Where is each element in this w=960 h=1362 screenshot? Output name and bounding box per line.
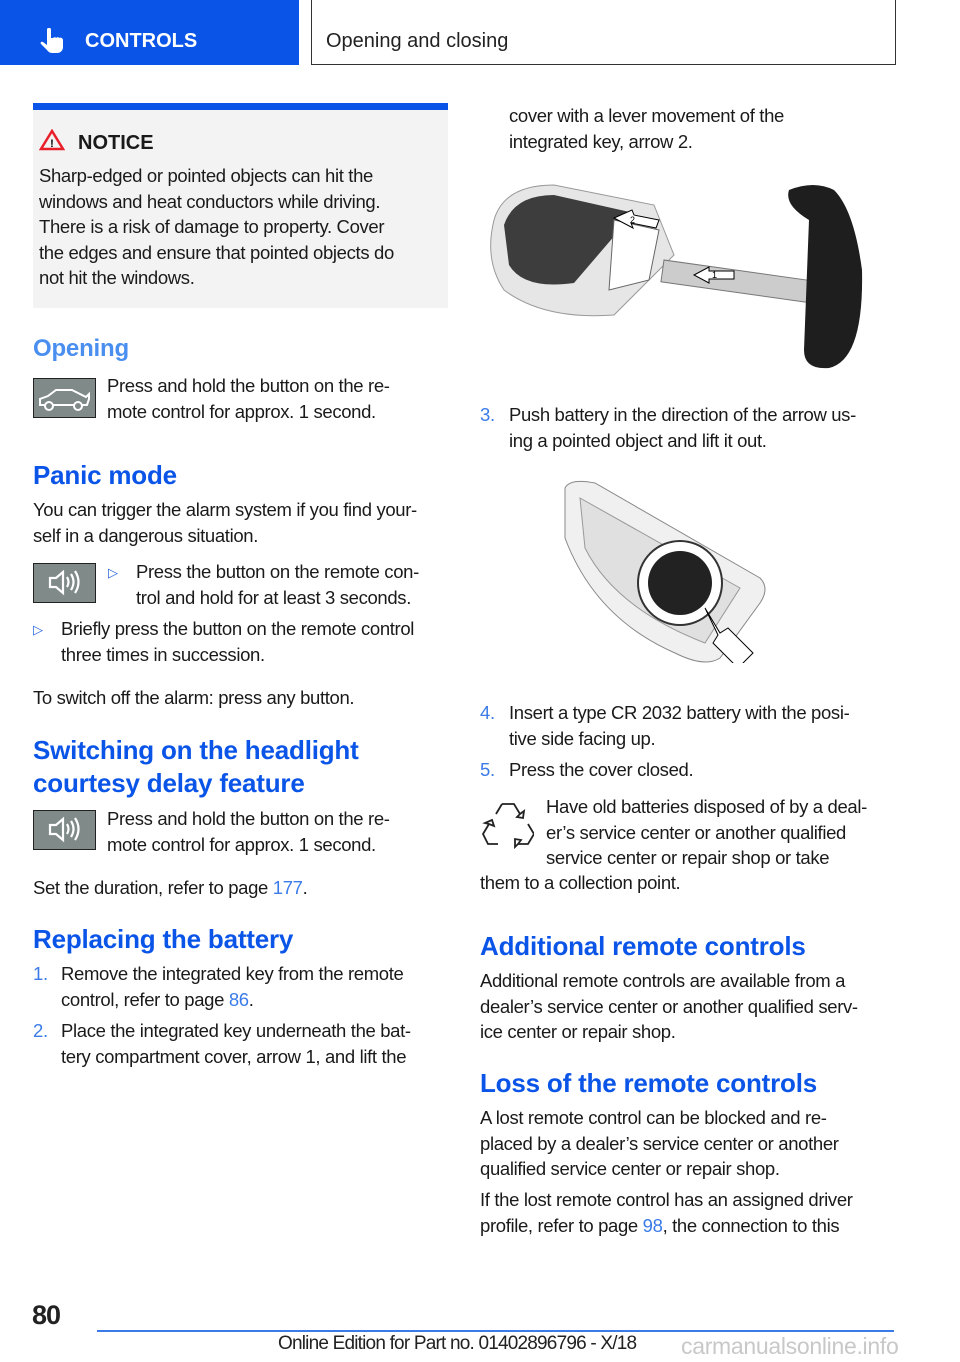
panic-bullet-1 bbox=[136, 559, 419, 610]
text-line: A lost remote control can be blocked and re- bbox=[480, 1107, 827, 1128]
loss-heading: Loss of the remote controls bbox=[480, 1068, 817, 1098]
hand-pointer-icon bbox=[40, 27, 65, 54]
text-line: ice center or repair shop. bbox=[480, 1021, 676, 1042]
text: . bbox=[248, 988, 254, 1010]
text-line: Have old batteries disposed of by a deal- bbox=[546, 796, 867, 817]
page-link-177[interactable]: 177 bbox=[272, 877, 303, 898]
step-1-text bbox=[61, 961, 403, 1012]
text-line bbox=[61, 987, 403, 1013]
recycling-icon bbox=[482, 800, 534, 850]
text-line: Push battery in the direction of the arrow us- bbox=[509, 404, 856, 425]
headlight-heading bbox=[33, 734, 359, 800]
text-line: self in a dangerous situation. bbox=[33, 524, 259, 546]
text-line: Press the button on the remote con- bbox=[136, 561, 419, 582]
text: . bbox=[302, 877, 308, 898]
bullet-triangle-icon: ▷ bbox=[108, 565, 118, 580]
heading-line: Switching on the headlight bbox=[33, 735, 359, 765]
step-2-text-b bbox=[509, 103, 784, 154]
duration-text bbox=[33, 875, 307, 901]
step-number: 1. bbox=[33, 963, 48, 984]
additional-heading: Additional remote controls bbox=[480, 931, 806, 961]
car-trunk-icon bbox=[33, 378, 96, 418]
panic-off-text: To switch off the alarm: press any button. bbox=[33, 687, 355, 708]
battery-compartment-illustration bbox=[555, 478, 775, 663]
text-line: placed by a dealer’s service center or another bbox=[480, 1132, 839, 1154]
text-line: Place the integrated key underneath the bat- bbox=[61, 1020, 411, 1041]
step-number: 4. bbox=[480, 702, 495, 723]
text-line: three times in succession. bbox=[61, 643, 265, 665]
text: profile, refer to page bbox=[480, 1214, 643, 1236]
page-link-86[interactable]: 86 bbox=[228, 988, 249, 1010]
text-line: Additional remote controls are available from a bbox=[480, 970, 846, 991]
notice-text bbox=[39, 163, 394, 291]
key-battery-cover-illustration bbox=[484, 180, 869, 375]
opening-text bbox=[107, 373, 390, 424]
step-5-text: Press the cover closed. bbox=[509, 759, 694, 780]
step-number: 3. bbox=[480, 404, 495, 425]
text-line: cover with a lever movement of the bbox=[509, 105, 784, 126]
text-line: tery compartment cover, arrow 1, and lift the bbox=[61, 1045, 407, 1067]
loss-text bbox=[480, 1105, 839, 1182]
speaker-icon bbox=[33, 810, 96, 850]
text-line: mote control for approx. 1 second. bbox=[107, 833, 376, 855]
headlight-text bbox=[107, 806, 390, 857]
speaker-icon bbox=[33, 563, 96, 603]
text-line: There is a risk of damage to property. Cover bbox=[39, 216, 385, 237]
text-line: If the lost remote control has an assigned driver bbox=[480, 1189, 853, 1210]
text-line: the edges and ensure that pointed objects do bbox=[39, 241, 394, 263]
text-line: Insert a type CR 2032 battery with the posi- bbox=[509, 702, 850, 723]
text-line: dealer’s service center or another qualified serv- bbox=[480, 995, 858, 1017]
text-line: Press and hold the button on the re- bbox=[107, 375, 390, 396]
page-number: 80 bbox=[32, 1300, 61, 1330]
panic-bullet-2 bbox=[61, 616, 414, 667]
step-number: 5. bbox=[480, 759, 495, 780]
text-line: Briefly press the button on the remote control bbox=[61, 618, 415, 639]
notice-title: NOTICE bbox=[78, 132, 154, 154]
text-line: er’s service center or another qualified bbox=[546, 821, 846, 843]
text: , the connection to this bbox=[662, 1214, 840, 1236]
arrow-label: 1 bbox=[712, 270, 718, 280]
panic-intro bbox=[33, 497, 417, 548]
text-line: not hit the windows. bbox=[39, 267, 195, 288]
text-line: windows and heat conductors while driving. bbox=[39, 190, 381, 212]
text: Set the duration, refer to page bbox=[33, 877, 273, 898]
step-number: 2. bbox=[33, 1020, 48, 1041]
page-title: Opening and closing bbox=[326, 30, 509, 52]
additional-text bbox=[480, 968, 858, 1045]
text-line: Sharp-edged or pointed objects can hit the bbox=[39, 165, 373, 186]
text-line: mote control for approx. 1 second. bbox=[107, 400, 376, 422]
text-line: qualified service center or repair shop. bbox=[480, 1158, 780, 1179]
text-line: ing a pointed object and lift it out. bbox=[509, 429, 767, 451]
text-line: service center or repair shop or take bbox=[546, 847, 830, 868]
footer-edition: Online Edition for Part no. 01402896796 - X/18 bbox=[278, 1333, 637, 1354]
recycle-text-a bbox=[546, 794, 867, 871]
text-line: You can trigger the alarm system if you find your- bbox=[33, 499, 417, 520]
text-line: integrated key, arrow 2. bbox=[509, 130, 693, 152]
heading-line: courtesy delay feature bbox=[33, 768, 305, 798]
warning-icon bbox=[39, 129, 65, 151]
text-line bbox=[480, 1213, 853, 1239]
footer-rule bbox=[97, 1330, 894, 1332]
step-4-text bbox=[509, 700, 849, 751]
battery-heading: Replacing the battery bbox=[33, 924, 294, 954]
page-link-98[interactable]: 98 bbox=[642, 1214, 663, 1236]
arrow-label: 2 bbox=[630, 215, 636, 225]
opening-heading: Opening bbox=[33, 335, 129, 362]
panic-heading: Panic mode bbox=[33, 460, 177, 490]
text-line: trol and hold for at least 3 seconds. bbox=[136, 586, 412, 608]
recycle-text-b: them to a collection point. bbox=[480, 872, 681, 893]
loss-text-2 bbox=[480, 1187, 853, 1238]
svg-text:!: ! bbox=[50, 138, 54, 150]
text-line: Remove the integrated key from the remote bbox=[61, 963, 404, 984]
text-line: tive side facing up. bbox=[509, 727, 656, 749]
text: control, refer to page bbox=[61, 988, 229, 1010]
step-3-text bbox=[509, 402, 856, 453]
step-2-text-a bbox=[61, 1018, 411, 1069]
section-title: CONTROLS bbox=[85, 30, 198, 52]
bullet-triangle-icon: ▷ bbox=[33, 622, 43, 637]
text-line: Press and hold the button on the re- bbox=[107, 808, 390, 829]
watermark: carmanualsonline.info bbox=[681, 1333, 899, 1359]
